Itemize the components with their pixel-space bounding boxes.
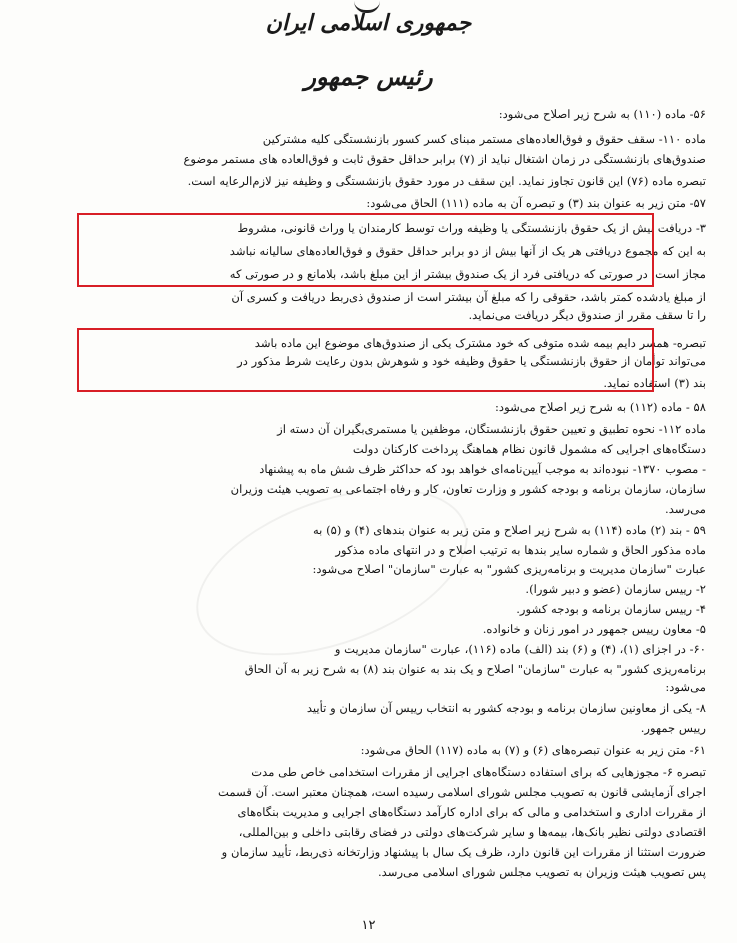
text-line: می‌شود: <box>665 680 706 694</box>
text-line: عبارت "سازمان مدیریت و برنامه‌ریزی کشور" به عبارت "سازمان" اصلاح می‌شود: <box>312 562 706 576</box>
text-line: مجاز است. در صورتی که دریافتی فرد از یک صندوق بیشتر از این مبلغ باشد، بلامانع و در صورتی که <box>229 267 706 281</box>
text-line: تبصره- همسر دایم بیمه شده متوفی که خود مشترک یکی از صندوق‌های موضوع این ماده باشد <box>254 336 706 350</box>
text-line: ماده مذکور الحاق و شماره سایر بندها به ترتیب اصلاح و در انتهای ماده مذکور <box>335 543 706 557</box>
text-line: ۸- یکی از معاونین سازمان برنامه و بودجه کشور به انتخاب رییس آن سازمان و تأیید <box>306 701 706 715</box>
text-line: از مقررات اداری و استخدامی و مالی که برای اداره کارآمد دستگاه‌های اجرایی و مدیریت بنگاه‌های <box>237 805 706 819</box>
text-line: برنامه‌ریزی کشور" به عبارت "سازمان" اصلاح و یک بند به عنوان بند (۸) به شرح زیر به آن الحاق <box>244 662 706 676</box>
text-line: رییس جمهور. <box>640 721 706 735</box>
text-line: سازمان، سازمان برنامه و بودجه کشور و وزارت تعاون، کار و رفاه اجتماعی به تصویب هیئت وزیران <box>230 482 706 496</box>
text-line: می‌رسد. <box>665 502 706 516</box>
text-line: پس تصویب هیئت وزیران به تصویب مجلس شورای اسلامی می‌رسد. <box>377 865 706 879</box>
text-line: ۵۹ - بند (۲) ماده (۱۱۴) به شرح زیر اصلاح و متن زیر به عنوان بندهای (۴) و (۵) به <box>312 523 706 537</box>
header-title: جمهوری اسلامی ایران <box>265 10 472 36</box>
text-line: ماده ۱۱۲- نحوه تطبیق و تعیین حقوق بازنشستگان، موظفین یا مستمری‌بگیران آن دسته از <box>277 422 706 436</box>
text-line: می‌تواند توأمان از حقوق بازنشستگی یا حقوق وظیفه خود و شوهرش بدون رعایت شرط مذکور در <box>237 354 706 368</box>
text-line: اقتصادی دولتی نظیر بانک‌ها، بیمه‌ها و سایر شرکت‌های دولتی در فضای رقابتی داخلی و بین‌المللی، <box>238 825 706 839</box>
text-line: ۴- رییس سازمان برنامه و بودجه کشور. <box>516 602 706 616</box>
header-subtitle: رئیس جمهور <box>304 62 433 91</box>
text-line: ۲- رییس سازمان (عضو و دبیر شورا). <box>525 582 706 596</box>
text-line: را تا سقف مقرر از صندوق دیگر دریافت می‌نماید. <box>468 308 706 322</box>
text-line: به این که مجموع دریافتی هر یک از آنها بیش از دو برابر حداقل حقوق و فوق‌العاده‌های سالیانه نباشد <box>229 244 706 258</box>
text-line: ۶۱- متن زیر به عنوان تبصره‌های (۶) و (۷) به ماده (۱۱۷) الحاق می‌شود: <box>360 743 706 757</box>
text-line: دستگاه‌های اجرایی که مشمول قانون نظام هماهنگ پرداخت کارکنان دولت <box>352 442 706 456</box>
text-line: ۵- معاون رییس جمهور در امور زنان و خانواده. <box>482 622 706 636</box>
text-line: - مصوب ۱۳۷۰- نبوده‌اند به موجب آیین‌نامه‌ای خواهد بود که حداکثر ظرف شش ماه به پیشنهاد <box>259 462 706 476</box>
text-line: تبصره ۶- مجوزهایی که برای استفاده دستگاه‌های اجرایی از مقررات استخدامی خاص طی مدت <box>251 765 706 779</box>
text-line: ۵۷- متن زیر به عنوان بند (۳) و تبصره آن به ماده (۱۱۱) الحاق می‌شود: <box>366 196 706 210</box>
text-line: اجرای آزمایشی قانون به تصویب مجلس شورای اسلامی رسیده است، همچنان معتبر است. آن قسمت <box>217 785 706 799</box>
text-line: ۵۸ - ماده (۱۱۲) به شرح زیر اصلاح می‌شود: <box>495 400 706 414</box>
text-line: ۳- دریافت بیش از یک حقوق بازنشستگی یا وظیفه وراث توسط کارمندان یا وراث قانونی، مشروط <box>237 221 706 235</box>
text-line: بند (۳) استفاده نماید. <box>603 376 706 390</box>
page-number: ۱۲ <box>361 918 376 933</box>
text-line: از مبلغ یادشده کمتر باشد، حقوقی را که مبلغ آن بیشتر است از صندوق ذی‌ربط دریافت و کسری آن <box>231 290 706 304</box>
text-line: تبصره ماده (۷۶) این قانون تجاوز نماید. این سقف در مورد حقوق بازنشستگی و وظیفه نیز لازم‌الرعایه است. <box>187 174 706 188</box>
text-line: ماده ۱۱۰- سقف حقوق و فوق‌العاده‌های مستمر مبنای کسر کسور بازنشستگی کلیه مشترکین <box>262 132 706 146</box>
text-line: ضرورت استثنا از مقررات این قانون دارد، ظرف یک سال با پیشنهاد وزارتخانه ذی‌ربط، تأیید سازمان و <box>221 845 706 859</box>
text-line: صندوق‌های بازنشستگی در زمان اشتغال نباید از (۷) برابر حداقل حقوق ثابت و فوق‌العاده های مستمر موضوع <box>183 152 706 166</box>
text-line: ۶۰- در اجزای (۱)، (۴) و (۶) بند (الف) ماده (۱۱۶)، عبارت "سازمان مدیریت و <box>334 642 706 656</box>
text-line: ۵۶- ماده (۱۱۰) به شرح زیر اصلاح می‌شود: <box>498 107 706 121</box>
